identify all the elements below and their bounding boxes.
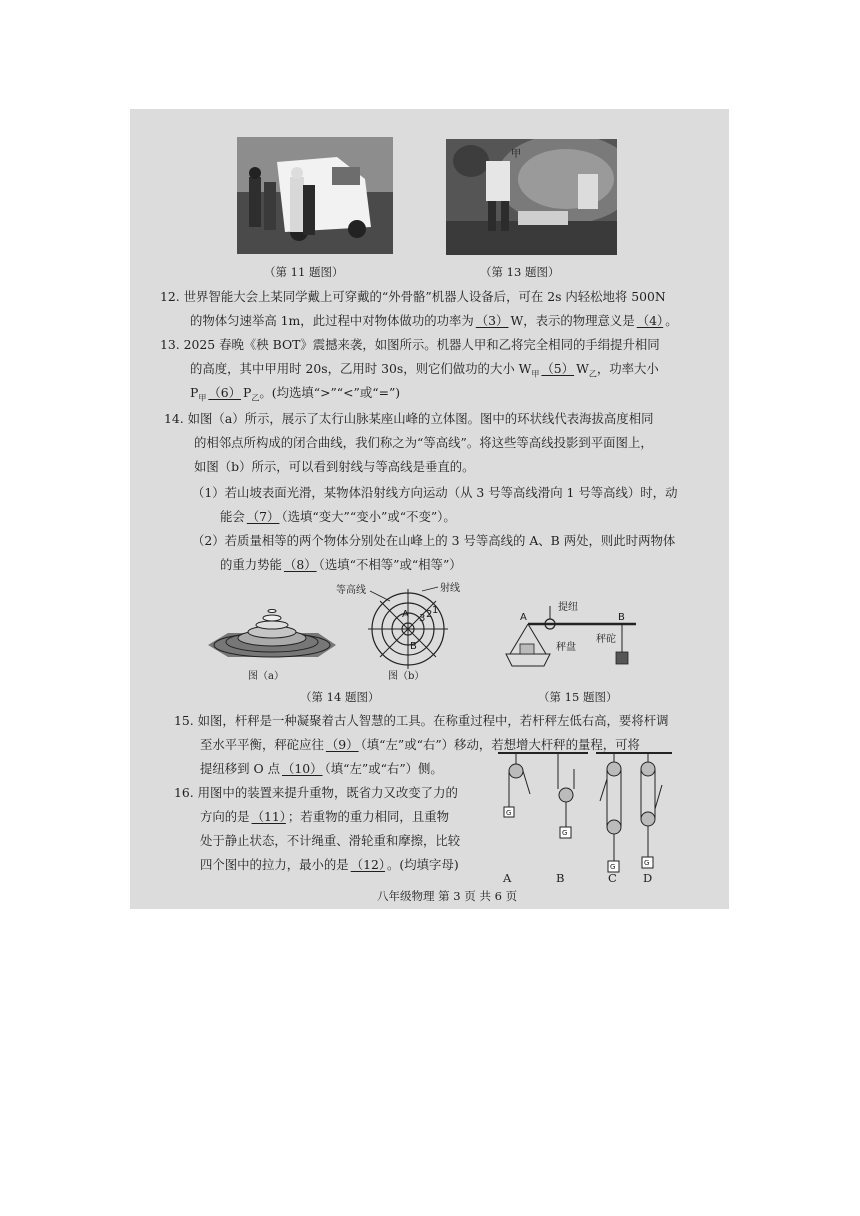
figure-16-label-b: B [556,871,565,885]
photo-13-drawing [446,139,617,255]
q15-line-3 [200,761,443,777]
blank-9[interactable]: （9） [325,737,359,752]
pulley-setup-b [558,753,574,838]
q16-line-2 [200,809,449,825]
q13-p-yi: P [243,385,252,400]
blank-12[interactable]: （12） [350,857,386,872]
q14-line-3: 如图（b）所示，可以看到射线与等高线是垂直的。 [194,459,475,474]
pulley-setup-d [641,753,662,868]
exam-page [130,109,729,909]
q12-line-2-text: 的物体匀速举高 1m，此过程中对物体做功的功率为 [190,313,474,328]
contour-number-1: 1 [432,605,439,616]
q13-p-jia: P [190,385,199,400]
q16-line-2-text: 方向的是 [200,809,250,824]
blank-8[interactable]: （8） [283,557,317,572]
q13-line-2 [190,361,659,382]
q13-line-2-end: ，功率大小 [596,361,659,376]
q16-line-2-end: ；若重物的重力相同，且重物 [287,809,449,824]
q14-line-1: 14. 如图（a）所示，展示了太行山脉某座山峰的立体图。图中的环状线代表海拔高度相同 [164,411,654,426]
caption-question-11: （第 11 题图） [264,265,344,279]
pulley-setup-c [600,753,621,872]
q13-line-1: 13. 2025 春晚《秧 BOT》震撼来袭，如图所示。机器人甲和乙将完全相同的手绢提升相同 [160,337,660,352]
photo-question-13 [446,139,617,255]
contour-number-3: 3 [419,613,426,624]
q15-line-2-end: （填“左”或“右”）移动，若想增大杆秤的量程，可将 [360,737,640,752]
weight-a-label: G [506,809,512,817]
photo-13-label-jia: 甲 [511,149,521,160]
label-chengpan: 秤盘 [556,642,576,653]
weight-d-label: G [644,859,650,867]
blank-7[interactable]: （7） [246,509,280,524]
q14-part-2b-text: 的重力势能 [220,557,282,572]
page-footer: 八年级物理 第 3 页 共 6 页 [377,889,518,903]
q15-line-1: 15. 如图，杆秤是一种凝聚着古人智慧的工具。在称重过程中，若杆秤左低右高，要将杆调 [174,713,669,728]
point-a: A [402,609,409,620]
steelyard-pan [506,654,550,666]
blank-6[interactable]: （6） [208,385,242,400]
q13-sub-jia: 甲 [531,369,540,379]
caption-question-15: （第 15 题图） [538,690,618,704]
blank-10[interactable]: （10） [282,761,323,776]
steelyard-point-a: A [520,612,527,623]
point-b: B [410,641,417,652]
q12-line-2-end: 。 [665,313,678,328]
figure-14b-label: 图（b） [388,671,425,682]
caption-question-13: （第 13 题图） [480,265,560,279]
q16-line-4-end: 。(均填字母) [387,857,459,872]
q14-part-1b [220,509,456,525]
q13-sub-yi: 乙 [588,369,597,379]
q14-part-2b [220,557,462,573]
q16-line-1: 16. 用图中的装置来提升重物，既省力又改变了力的 [174,785,458,800]
photo-question-11 [237,137,393,254]
steelyard-point-b: B [618,612,625,623]
label-chengtuo: 秤砣 [596,634,616,645]
q14-part-1b-text: 能会 [220,509,245,524]
blank-3[interactable]: （3） [475,313,509,328]
q13-line-3-end: 。(均选填“>”“<”或“=”) [259,385,401,400]
figure-16-label-d: D [643,871,653,885]
figure-14b-contour-plan [330,579,470,674]
label-tiniu: 提纽 [558,602,578,613]
q15-line-3-text: 提纽移到 O 点 [200,761,280,776]
blank-11[interactable]: （11） [251,809,286,824]
label-contour: 等高线 [336,585,366,596]
q16-line-4-text: 四个图中的拉力，最小的是 [200,857,349,872]
label-ray: 射线 [440,583,460,594]
blank-4[interactable]: （4） [636,313,664,328]
weight-b-label: G [562,829,568,837]
caption-question-14: （第 14 题图） [300,690,380,704]
q13-line-3 [190,385,400,406]
figure-14a-mountain [208,595,338,665]
blank-5[interactable]: （5） [541,361,575,376]
q16-line-4 [200,857,459,873]
photo-11-drawing [237,137,393,254]
pulley-setup-a [504,753,530,817]
figure-16-pulleys [496,749,696,884]
figure-15-steelyard [500,594,650,672]
figure-16-label-c: C [608,871,617,885]
q15-line-2-text: 至水平平衡，秤砣应往 [200,737,324,752]
q13-sub-jia-2: 甲 [198,393,207,403]
q12-line-2-mid: W，表示的物理意义是 [510,313,635,328]
q12-line-2 [190,313,678,329]
figure-16-label-a: A [503,871,512,885]
q12-line-1: 12. 世界智能大会上某同学戴上可穿戴的“外骨骼”机器人设备后，可在 2s 内轻松地将 500N [160,289,666,304]
figure-14a-label: 图（a） [248,671,284,682]
q14-part-1: （1）若山坡表面光滑，某物体沿射线方向运动（从 3 号等高线滑向 1 号等高线）时，动 [192,485,678,500]
q14-part-2b-end: （选填“不相等”或“相等”） [318,557,462,572]
contour-number-2: 2 [426,609,433,620]
q13-sub-yi-2: 乙 [251,393,260,403]
q14-line-2: 的相邻点所构成的闭合曲线，我们称之为“等高线”。将这些等高线投影到平面图上， [194,435,653,450]
q16-line-3: 处于静止状态，不计绳重、滑轮重和摩擦，比较 [200,833,461,848]
q13-w: W [576,361,589,376]
counterweight [616,652,628,664]
q13-line-2-text: 的高度，其中甲用时 20s，乙用时 30s，则它们做功的大小 W [190,361,532,376]
q15-line-3-end: （填“左”或“右”）侧。 [324,761,443,776]
q14-part-2: （2）若质量相等的两个物体分别处在山峰上的 3 号等高线的 A、B 两处，则此时两物体 [192,533,676,548]
q14-part-1b-end: （选填“变大”“变小”或“不变”）。 [281,509,456,524]
weight-c-label: G [610,863,616,871]
